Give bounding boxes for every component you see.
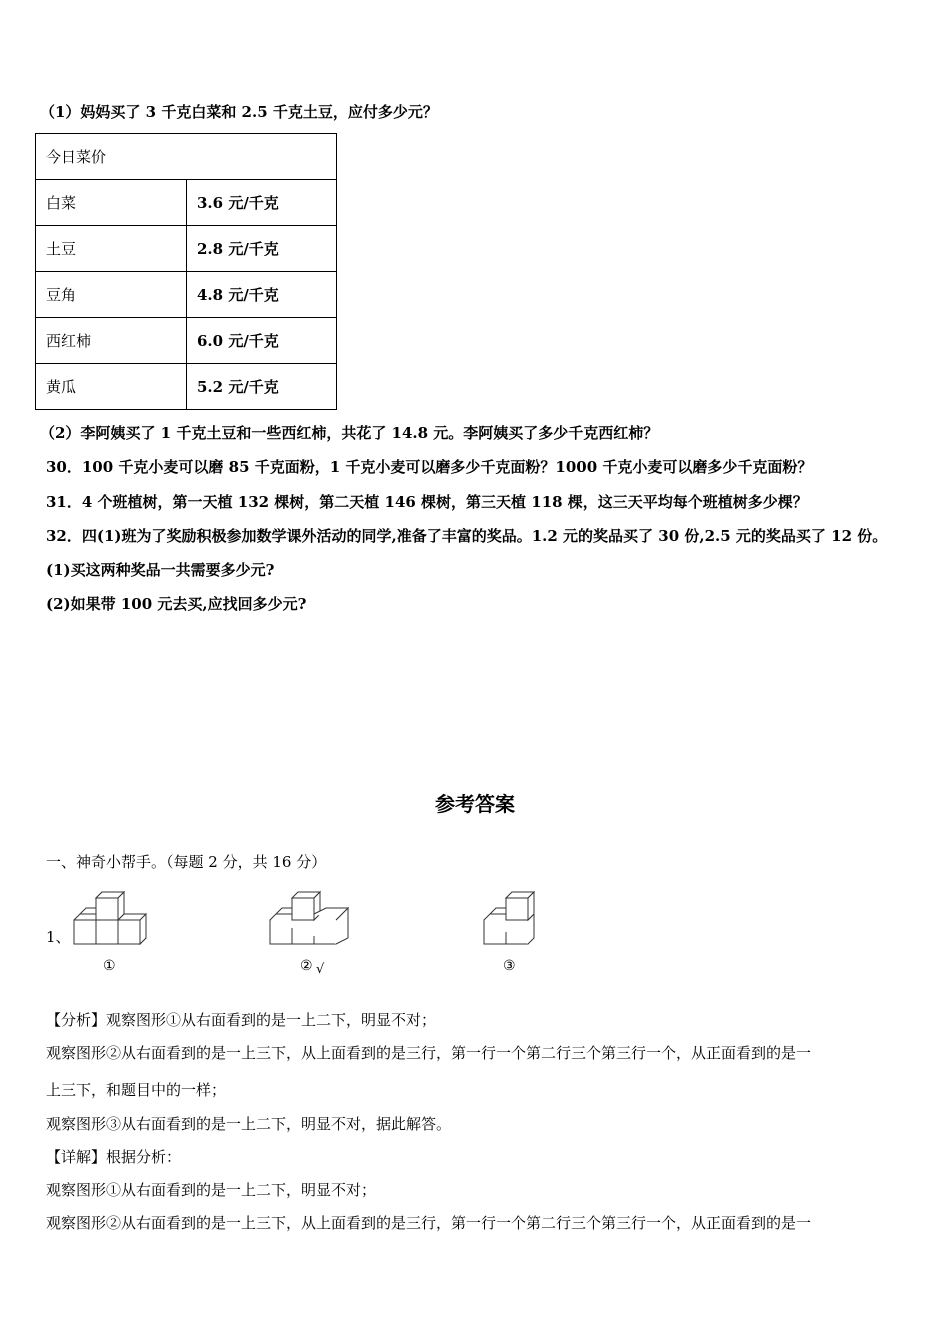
cube-figure-2 <box>268 890 358 950</box>
analysis-line-4: 观察图形③从右面看到的是一上二下，明显不对，据此解答。 <box>46 1115 452 1133</box>
table-row <box>36 364 337 410</box>
table-row <box>36 226 337 272</box>
detail-line-1: 观察图形①从右面看到的是一上二下，明显不对； <box>46 1181 377 1199</box>
veg-price: 4.8 元/千克 <box>187 272 337 318</box>
answers-section-heading: 一、神奇小帮手。（每题 2 分，共 16 分） <box>46 853 327 871</box>
q29-sub2: （2）李阿姨买了 1 千克土豆和一些西红柿，共花了 14.8 元。李阿姨买了多少千克西红柿？ <box>40 424 659 442</box>
veg-price: 3.6 元/千克 <box>187 180 337 226</box>
checkmark-icon: √ <box>316 962 325 977</box>
question-31: 31．4 个班植树，第一天植 132 棵树，第二天植 146 棵树，第三天植 118 棵，这三天平均每个班植树多少棵？ <box>46 493 808 511</box>
cube-figure-1 <box>72 890 152 950</box>
table-header-row <box>36 134 337 180</box>
question-32-sub1: (1)买这两种奖品一共需要多少元? <box>46 561 275 579</box>
analysis-line-1: 【分析】观察图形①从右面看到的是一上二下，明显不对； <box>46 1011 437 1029</box>
answer-item-number: 1、 <box>46 928 71 946</box>
veg-price: 6.0 元/千克 <box>187 318 337 364</box>
figure-label-2: ② <box>300 958 313 974</box>
analysis-line-2: 观察图形②从右面看到的是一上三下，从上面看到的是三行，第一行一个第二行三个第三行一个，从正面看到的是一 <box>46 1044 812 1062</box>
figure-label-3: ③ <box>503 958 516 974</box>
table-header: 今日菜价 <box>36 134 337 180</box>
veg-name: 黄瓜 <box>36 364 187 410</box>
veg-name: 豆角 <box>36 272 187 318</box>
table-row <box>36 180 337 226</box>
veg-name: 西红柿 <box>36 318 187 364</box>
question-32-sub2: (2)如果带 100 元去买,应找回多少元? <box>46 595 307 613</box>
table-row <box>36 318 337 364</box>
detail-line-2: 观察图形②从右面看到的是一上三下，从上面看到的是三行，第一行一个第二行三个第三行一个，从正面看到的是一 <box>46 1214 812 1232</box>
veg-name: 土豆 <box>36 226 187 272</box>
figure-label-1: ① <box>103 958 116 974</box>
price-table <box>35 133 337 410</box>
table-row <box>36 272 337 318</box>
question-30: 30．100 千克小麦可以磨 85 千克面粉，1 千克小麦可以磨多少千克面粉？1000 千克小麦可以磨多少千克面粉？ <box>46 458 813 476</box>
question-32-stem: 32．四(1)班为了奖励积极参加数学课外活动的同学,准备了丰富的奖品。1.2 元的奖品买了 30 份,2.5 元的奖品买了 12 份。 <box>46 527 888 545</box>
detail-heading: 【详解】根据分析： <box>46 1148 182 1166</box>
veg-price: 2.8 元/千克 <box>187 226 337 272</box>
veg-name: 白菜 <box>36 180 187 226</box>
veg-price: 5.2 元/千克 <box>187 364 337 410</box>
cube-figure-3 <box>482 890 542 950</box>
answers-title: 参考答案 <box>435 792 515 816</box>
q29-sub1: （1）妈妈买了 3 千克白菜和 2.5 千克土豆，应付多少元？ <box>40 103 438 121</box>
analysis-line-3: 上三下，和题目中的一样； <box>46 1081 227 1099</box>
